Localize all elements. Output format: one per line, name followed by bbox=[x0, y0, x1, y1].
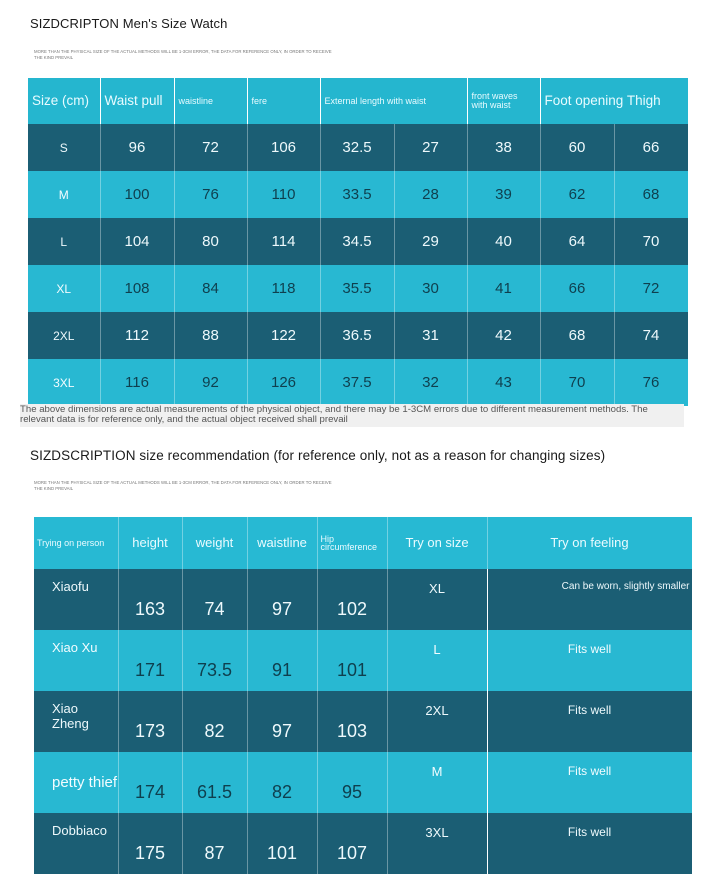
measurement-cell: 122 bbox=[247, 312, 320, 359]
measurement-cell: 92 bbox=[174, 359, 247, 406]
measurement-cell: 70 bbox=[540, 359, 614, 406]
measurement-cell: 40 bbox=[467, 218, 540, 265]
body-measure-cell: 74 bbox=[182, 569, 247, 630]
size-row bbox=[28, 124, 688, 171]
measurement-disclaimer: The above dimensions are actual measurements of the physical object, and there may be 1-3CM errors due to different measurement methods. The relevant data is for reference only, and the actual object received shall prevail bbox=[20, 404, 684, 427]
body-measure-cell: 97 bbox=[247, 691, 317, 752]
measurement-cell: 104 bbox=[100, 218, 174, 265]
body-measure-cell: 173 bbox=[118, 691, 182, 752]
measurement-cell: 72 bbox=[614, 265, 688, 312]
recommendation-title: SIZDSCRIPTION size recommendation (for reference only, not as a reason for changing sizes) bbox=[30, 448, 606, 463]
measurement-cell: 64 bbox=[540, 218, 614, 265]
measurement-cell: 34.5 bbox=[320, 218, 394, 265]
body-measure-cell: 175 bbox=[118, 813, 182, 874]
header-hip-circumference: Hip circumference bbox=[317, 517, 387, 569]
size-chart-table bbox=[28, 78, 689, 406]
header-weight: weight bbox=[182, 517, 247, 569]
measurement-cell: 116 bbox=[100, 359, 174, 406]
header-thigh: Thigh bbox=[626, 93, 661, 108]
body-measure-cell: 87 bbox=[182, 813, 247, 874]
body-measure-cell: 163 bbox=[118, 569, 182, 630]
body-measure-cell: 91 bbox=[247, 630, 317, 691]
try-on-feeling-cell: Fits well bbox=[487, 752, 692, 813]
measurement-cell: 118 bbox=[247, 265, 320, 312]
measurement-cell: 43 bbox=[467, 359, 540, 406]
body-measure-cell: 171 bbox=[118, 630, 182, 691]
header-waistline-2: waistline bbox=[247, 517, 317, 569]
size-label-cell: 2XL bbox=[28, 312, 100, 359]
try-on-feeling-cell: Fits well bbox=[487, 630, 692, 691]
measurement-cell: 80 bbox=[174, 218, 247, 265]
measurement-cell: 28 bbox=[394, 171, 467, 218]
body-measure-cell: 101 bbox=[247, 813, 317, 874]
recommendation-row bbox=[34, 752, 692, 813]
measurement-cell: 29 bbox=[394, 218, 467, 265]
measurement-cell: 32.5 bbox=[320, 124, 394, 171]
size-label-cell: L bbox=[28, 218, 100, 265]
body-measure-cell: 102 bbox=[317, 569, 387, 630]
try-on-feeling-cell: Fits well bbox=[487, 691, 692, 752]
person-name-cell: petty thief bbox=[34, 752, 118, 813]
try-on-size-cell: 2XL bbox=[387, 691, 487, 752]
header-waist-pull: Waist pull bbox=[100, 78, 174, 124]
measurement-cell: 88 bbox=[174, 312, 247, 359]
measurement-cell: 37.5 bbox=[320, 359, 394, 406]
size-label-cell: XL bbox=[28, 265, 100, 312]
measurement-cell: 66 bbox=[540, 265, 614, 312]
header-foot-opening: Foot opening bbox=[544, 93, 624, 108]
recommendation-body bbox=[34, 569, 692, 874]
header-height: height bbox=[118, 517, 182, 569]
measurement-cell: 126 bbox=[247, 359, 320, 406]
person-name-cell: Xiaofu bbox=[34, 569, 118, 630]
measurement-cell: 76 bbox=[174, 171, 247, 218]
body-measure-cell: 101 bbox=[317, 630, 387, 691]
size-chart-body bbox=[28, 124, 688, 406]
measurement-cell: 36.5 bbox=[320, 312, 394, 359]
measurement-cell: 41 bbox=[467, 265, 540, 312]
measurement-cell: 42 bbox=[467, 312, 540, 359]
recommendation-row bbox=[34, 569, 692, 630]
header-try-on-size: Try on size bbox=[387, 517, 487, 569]
try-on-feeling-cell: Fits well bbox=[487, 813, 692, 874]
body-measure-cell: 82 bbox=[182, 691, 247, 752]
header-size: Size (cm) bbox=[28, 78, 100, 124]
measurement-cell: 112 bbox=[100, 312, 174, 359]
header-fere: fere bbox=[247, 78, 320, 124]
size-row bbox=[28, 265, 688, 312]
person-name-cell: Xiao Zheng bbox=[34, 691, 118, 752]
size-row bbox=[28, 312, 688, 359]
size-label-cell: 3XL bbox=[28, 359, 100, 406]
body-measure-cell: 95 bbox=[317, 752, 387, 813]
body-measure-cell: 61.5 bbox=[182, 752, 247, 813]
measurement-cell: 38 bbox=[467, 124, 540, 171]
recommendation-row bbox=[34, 813, 692, 874]
body-measure-cell: 97 bbox=[247, 569, 317, 630]
body-measure-cell: 103 bbox=[317, 691, 387, 752]
measurement-cell: 72 bbox=[174, 124, 247, 171]
measurement-cell: 27 bbox=[394, 124, 467, 171]
header-try-on-feeling: Try on feeling bbox=[487, 517, 692, 569]
measurement-cell: 62 bbox=[540, 171, 614, 218]
measurement-cell: 30 bbox=[394, 265, 467, 312]
measurement-cell: 100 bbox=[100, 171, 174, 218]
body-measure-cell: 174 bbox=[118, 752, 182, 813]
measurement-cell: 74 bbox=[614, 312, 688, 359]
header-foot-thigh bbox=[540, 78, 688, 124]
recommendation-row bbox=[34, 691, 692, 752]
recommendation-row bbox=[34, 630, 692, 691]
header-waistline: waistline bbox=[174, 78, 247, 124]
body-measure-cell: 73.5 bbox=[182, 630, 247, 691]
header-front-waves: front waves with waist bbox=[467, 78, 540, 124]
size-chart-title: SIZDCRIPTON Men's Size Watch bbox=[30, 16, 228, 31]
measurement-cell: 39 bbox=[467, 171, 540, 218]
size-row bbox=[28, 171, 688, 218]
size-row bbox=[28, 359, 688, 406]
size-chart-header-row bbox=[28, 78, 688, 124]
recommendation-fine-print: MORE THAN THE PHYSICAL SIZE OF THE ACTUAL METHODS WILL BE 1-3CM ERROR, THE DATA FOR REFERENCE ONLY, IN ORDER TO RECEIVE THE KIND PREVAIL bbox=[34, 480, 332, 491]
person-name-cell: Dobbiaco bbox=[34, 813, 118, 874]
size-label-cell: S bbox=[28, 124, 100, 171]
measurement-cell: 31 bbox=[394, 312, 467, 359]
measurement-cell: 70 bbox=[614, 218, 688, 265]
measurement-cell: 68 bbox=[540, 312, 614, 359]
try-on-size-cell: 3XL bbox=[387, 813, 487, 874]
size-recommendation-table bbox=[34, 517, 693, 874]
try-on-size-cell: XL bbox=[387, 569, 487, 630]
try-on-size-cell: L bbox=[387, 630, 487, 691]
measurement-cell: 110 bbox=[247, 171, 320, 218]
measurement-cell: 35.5 bbox=[320, 265, 394, 312]
try-on-size-cell: M bbox=[387, 752, 487, 813]
size-label-cell: M bbox=[28, 171, 100, 218]
header-trying-on-person: Trying on person bbox=[34, 517, 118, 569]
recommendation-header-row bbox=[34, 517, 692, 569]
measurement-cell: 84 bbox=[174, 265, 247, 312]
try-on-feeling-cell: Can be worn, slightly smaller bbox=[487, 569, 692, 630]
measurement-cell: 96 bbox=[100, 124, 174, 171]
measurement-cell: 33.5 bbox=[320, 171, 394, 218]
measurement-cell: 32 bbox=[394, 359, 467, 406]
measurement-cell: 108 bbox=[100, 265, 174, 312]
size-row bbox=[28, 218, 688, 265]
body-measure-cell: 107 bbox=[317, 813, 387, 874]
body-measure-cell: 82 bbox=[247, 752, 317, 813]
measurement-cell: 60 bbox=[540, 124, 614, 171]
header-external-length: External length with waist bbox=[320, 78, 467, 124]
measurement-cell: 114 bbox=[247, 218, 320, 265]
measurement-cell: 66 bbox=[614, 124, 688, 171]
size-chart-fine-print: MORE THAN THE PHYSICAL SIZE OF THE ACTUAL METHODS WILL BE 1-3CM ERROR, THE DATA FOR REFERENCE ONLY, IN ORDER TO RECEIVE THE KIND PREVAIL bbox=[34, 49, 332, 60]
measurement-cell: 106 bbox=[247, 124, 320, 171]
measurement-cell: 76 bbox=[614, 359, 688, 406]
measurement-cell: 68 bbox=[614, 171, 688, 218]
person-name-cell: Xiao Xu bbox=[34, 630, 118, 691]
